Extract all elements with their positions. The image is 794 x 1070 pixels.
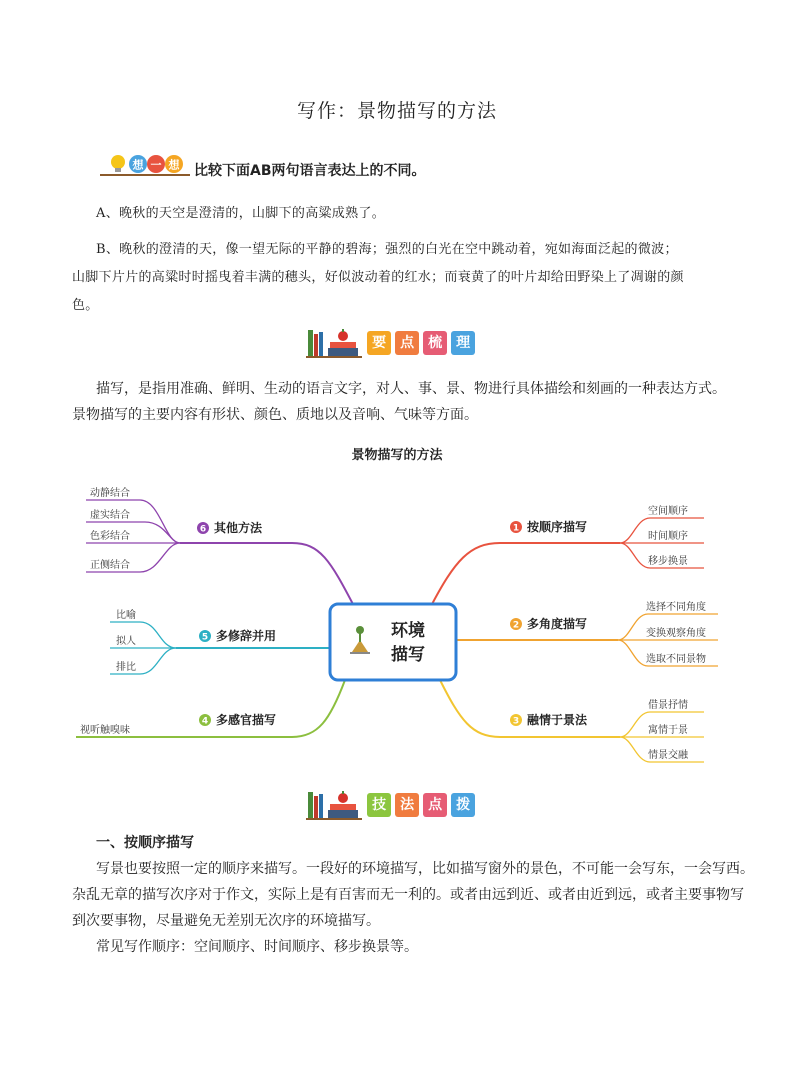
branch-number: 4 xyxy=(201,716,209,727)
branch-number: 6 xyxy=(199,524,207,535)
section-heading: 一、按顺序描写 xyxy=(96,835,194,851)
leaf: 寓情于景 xyxy=(648,725,688,736)
books-icon xyxy=(306,788,362,820)
banner-char: 拨 xyxy=(451,793,475,817)
books-icon xyxy=(306,326,362,358)
leaf: 选取不同景物 xyxy=(646,654,706,665)
branch-number: 5 xyxy=(201,632,209,643)
think-badge xyxy=(100,150,192,180)
branch-label-5 xyxy=(199,628,276,643)
branch-label-1 xyxy=(510,519,587,534)
key-points-banner xyxy=(306,326,486,362)
leaf: 空间顺序 xyxy=(648,506,688,517)
badge-char: 一 xyxy=(150,158,162,172)
branch-label: 按顺序描写 xyxy=(527,520,588,534)
branch-number: 1 xyxy=(512,523,520,534)
leaf: 变换观察角度 xyxy=(646,628,706,639)
banner-char: 点 xyxy=(395,331,419,355)
leaf: 正侧结合 xyxy=(90,560,130,571)
banner-char: 点 xyxy=(423,793,447,817)
section-line: 到次要事物，尽量避免无差别无次序的环境描写。 xyxy=(72,913,380,929)
branch-label-3 xyxy=(510,712,588,727)
sentence-b-line: 山脚下片片的高粱时时摇曳着丰满的穗头，好似波动着的红水；而衰黄了的叶片却给田野染上了凋谢的颜 xyxy=(72,270,684,285)
branch-label-2 xyxy=(510,616,587,631)
branch-label: 融情于景法 xyxy=(527,713,588,727)
leaf: 视听触嗅味 xyxy=(80,725,130,736)
mindmap-title: 景物描写的方法 xyxy=(351,448,443,463)
branch-label-6 xyxy=(197,520,263,535)
branch-label-4 xyxy=(199,712,276,727)
leaf: 拟人 xyxy=(116,636,136,647)
mindmap xyxy=(0,470,794,770)
branch-label: 多感官描写 xyxy=(216,713,277,727)
leaf: 时间顺序 xyxy=(648,531,688,542)
leaf: 选择不同角度 xyxy=(646,602,706,613)
leaf: 排比 xyxy=(116,662,136,673)
skills-banner xyxy=(306,788,486,824)
leaf: 虚实结合 xyxy=(90,510,130,521)
branch-label: 多角度描写 xyxy=(527,617,588,631)
section-line: 写景也要按照一定的顺序来描写。一段好的环境描写，比如描写窗外的景色，不可能一会写东，一会写西。 xyxy=(96,861,754,877)
think-question: 比较下面AB两句语言表达上的不同。 xyxy=(194,163,426,179)
banner-char: 法 xyxy=(395,793,419,817)
branch-number: 3 xyxy=(512,716,520,727)
leaf: 动静结合 xyxy=(90,488,130,499)
branch-label: 多修辞并用 xyxy=(216,629,277,643)
center-node xyxy=(330,604,456,680)
leaf: 移步换景 xyxy=(648,556,688,567)
center-text: 描写 xyxy=(391,645,425,665)
leaf: 色彩结合 xyxy=(90,531,130,542)
page-title: 写作：景物描写的方法 xyxy=(296,100,497,122)
sentence-a: A、晚秋的天空是澄清的，山脚下的高粱成熟了。 xyxy=(96,206,385,221)
leaf: 情景交融 xyxy=(648,750,688,761)
lightbulb-icon xyxy=(111,155,125,169)
section-line: 常见写作顺序：空间顺序、时间顺序、移步换景等。 xyxy=(96,939,418,955)
banner-char: 技 xyxy=(367,793,391,817)
leaf: 借景抒情 xyxy=(648,700,688,711)
section-line: 杂乱无章的描写次序对于作文，实际上是有百害而无一利的。或者由远到近、或者由近到远，或者主要事物写 xyxy=(72,887,744,903)
banner-char: 要 xyxy=(367,331,391,355)
leaf: 比喻 xyxy=(116,610,136,621)
intro-line: 景物描写的主要内容有形状、颜色、质地以及音响、气味等方面。 xyxy=(72,407,478,423)
center-text: 环境 xyxy=(391,621,425,641)
badge-char: 想 xyxy=(132,158,144,172)
sentence-b-line: B、晚秋的澄清的天，像一望无际的平静的碧海；强烈的白光在空中跳动着，宛如海面泛起的微波； xyxy=(96,242,678,257)
badge-char: 想 xyxy=(168,158,180,172)
banner-char: 梳 xyxy=(423,331,447,355)
branch-number: 2 xyxy=(512,620,520,631)
sentence-b-line: 色。 xyxy=(72,298,99,313)
banner-char: 理 xyxy=(451,331,475,355)
intro-line: 描写，是指用准确、鲜明、生动的语言文字，对人、事、景、物进行具体描绘和刻画的一种表达方式。 xyxy=(96,381,726,397)
branch-label: 其他方法 xyxy=(214,521,263,535)
